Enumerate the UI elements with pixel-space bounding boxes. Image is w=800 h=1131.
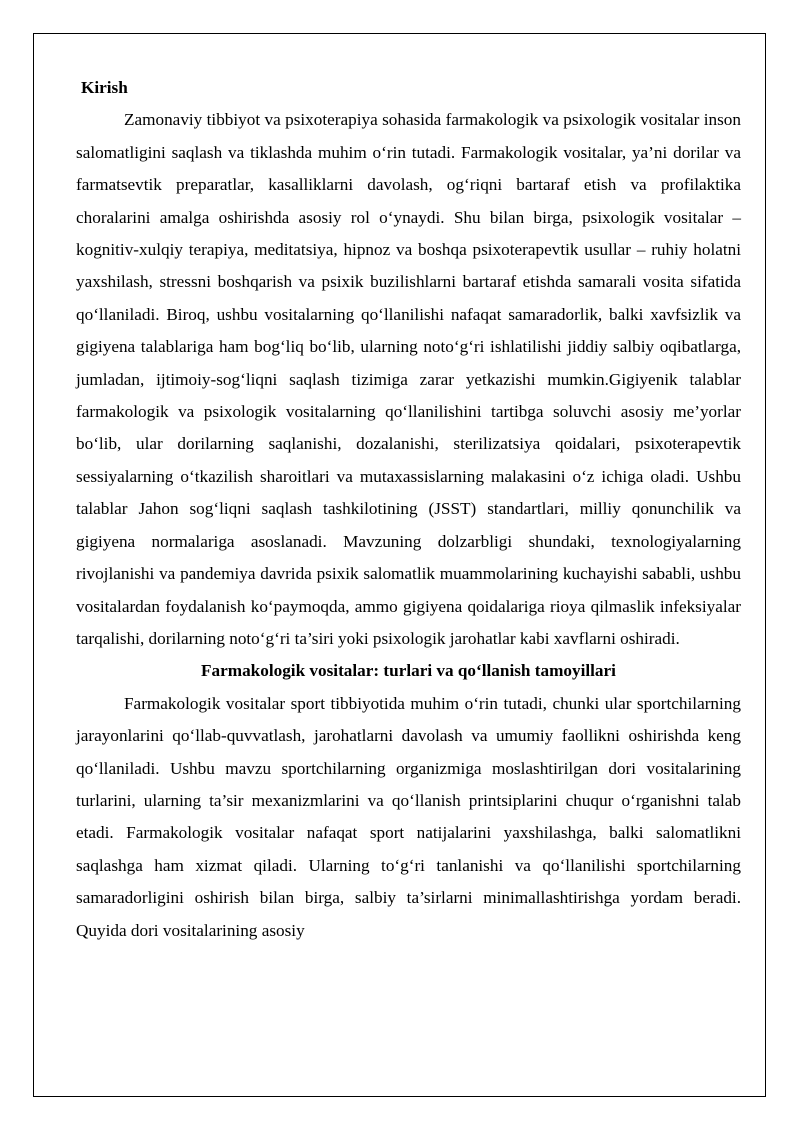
section-paragraph: Farmakologik vositalar sport tibbiyotida muhim o‘rin tutadi, chunki ular sportchilarning jarayonlarini qo‘llab-quvvatlash, jarohatlarni davolash va umumiy faollikni oshirishda keng qo‘llaniladi. Ushbu mavzu sportchilarning organizmiga moslashtirilgan dori vositalarining turlarini, ularning ta’sir mexanizmlarini va qo‘llanish printsiplarini chuqur o‘rganishni talab etadi. Farmakologik vositalar nafaqat sport natijalarini yaxshilashga, balki salomatlikni saqlashga ham xizmat qiladi. Ularning to‘g‘ri tanlanishi va qo‘llanilishi sportchilarning samaradorligini oshirish bilan birga, salbiy ta’sirlarni minimallashtirishga yordam beradi. Quyida dori vositalarining asosiy [76, 693, 741, 940]
intro-heading: Kirish [81, 78, 128, 97]
section-heading: Farmakologik vositalar: turlari va qo‘llanish tamoyillari [201, 661, 616, 681]
intro-paragraph: Zamonaviy tibbiyot va psixoterapiya sohasida farmakologik va psixologik vositalar inson salomatligini saqlash va tiklashda muhim o‘rin tutadi. Farmakologik vositalar, ya’ni dorilar va farmatsevtik preparatlar, kasalliklarni davolash, og‘riqni bartaraf etish va profilaktika choralarini amalga oshirishda asosiy rol o‘ynaydi. Shu bilan birga, psixologik vositalar – kognitiv-xulqiy terapiya, meditatsiya, hipnoz va boshqa psixoterapevtik usullar – ruhiy holatni yaxshilash, stressni boshqarish va psixik buzilishlarni bartaraf etishda samarali vosita sifatida qo‘llaniladi. Biroq, ushbu vositalarning qo‘llanilishi nafaqat samaradorlik, balki xavfsizlik va gigiyena talablariga ham bog‘liq bo‘lib, ularning noto‘g‘ri ishlatilishi jiddiy salbiy oqibatlarga, jumladan, ijtimoiy-sog‘liqni saqlash tizimiga zarar yetkazishi mumkin.Gigiyenik talablar farmakologik va psixologik vositalarning qo‘llanilishini tartibga soluvchi asosiy me’yorlar bo‘lib, ular dorilarning saqlanishi, dozalanishi, sterilizatsiya qoidalari, psixoterapevtik sessiyalarning o‘tkazilish sharoitlari va mutaxassislarning malakasini o‘z ichiga oladi. Ushbu talablar Jahon sog‘liqni saqlash tashkilotining (JSST) standartlari, milliy qonunchilik va gigiyena normalariga asoslanadi. Mavzuning dolzarbligi shundaki, texnologiyalarning rivojlanishi va pandemiya davrida psixik salomatlik muammolarining kuchayishi sababli, ushbu vositalardan foydalanish ko‘paymoqda, ammo gigiyena qoidalariga rioya qilmaslik infeksiyalar tarqalishi, dorilarning noto‘g‘ri ta’siri yoki psixologik jarohatlar kabi xavflarni oshiradi. [76, 110, 741, 648]
document-body [76, 72, 741, 947]
